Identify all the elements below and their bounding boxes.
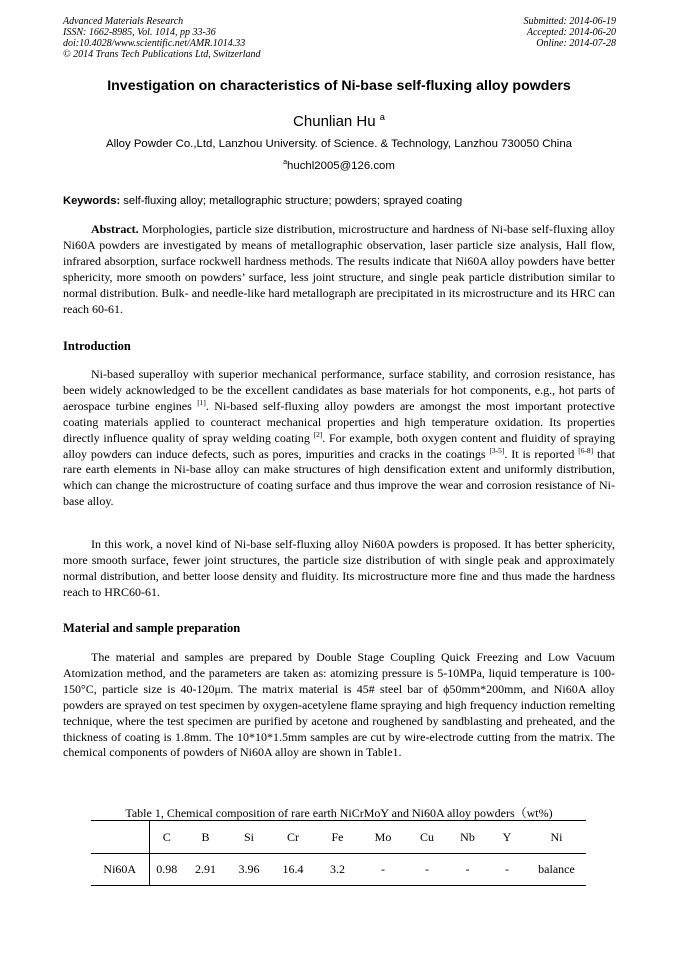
citation-3-5: [3-5] xyxy=(489,445,505,455)
table-cell: - xyxy=(505,862,509,876)
intro-text-b: . Ni-based self-fluxing alloy powders are amongst the most important protective coating materials applied to counteract mechanical properties and high temperature oxidation. Its properties directly influence quality of spray welding coating xyxy=(63,398,615,445)
intro-text-d: . It is reported xyxy=(504,446,579,461)
table-header-row xyxy=(91,821,586,854)
table-header-cell: Si xyxy=(243,829,254,844)
table-header-cell: Mo xyxy=(374,829,392,844)
citation-1: [1] xyxy=(197,397,206,407)
chemical-composition-table xyxy=(91,820,586,886)
submitted-date: Submitted: 2014-06-19 xyxy=(523,16,616,27)
intro-text-c: . For example, both oxygen content and fluidity of spraying alloy powders can induce defects, such as pores, impurities and cracks in the coatings xyxy=(63,430,615,461)
table-header-cell: Cr xyxy=(287,829,299,844)
table-header-cell: C xyxy=(162,829,171,844)
copyright-line: © 2014 Trans Tech Publications Ltd, Switzerland xyxy=(63,49,261,60)
email-line xyxy=(0,160,678,172)
table-cell: - xyxy=(381,862,385,876)
table-cell: 16.4 xyxy=(282,862,304,876)
author-line xyxy=(0,113,678,130)
abstract-label: Abstract. xyxy=(91,222,139,236)
table-cell: 2.91 xyxy=(195,862,216,876)
table-cell: Ni60A xyxy=(91,854,149,886)
material-paragraph: The material and samples are prepared by Double Stage Coupling Quick Freezing and Low Vacuum Atomization method, and the parameters are taken as: atomizing pressure is 5-10MPa, liquid temperature is 100-150°C, particle size is 40-120μm. The matrix material is 45# steel bar of ϕ50mm*200mm, and Ni60A alloy powders are sprayed on test specimen by oxygen-acetylene flame spraying and high frequency induction remelting technique, where the test specimen are purified by acetone and roughened by sandblasting and preheated, and the thickness of coating is 1.8mm. The 10*10*1.5mm samples are cut by wire-electrode cutting from the matrix. The chemical components of powders of Ni60A alloy are shown in Table1. xyxy=(63,650,615,760)
table-header-cell: B xyxy=(201,829,210,844)
intro-text-e: that rare earth elements in Ni-base alloy can make structures of high densification extent and uniformly distribution, which can change the microstructure of coating surface and thus improve the wear and corrosion resistance of Ni-base alloy. xyxy=(63,446,616,509)
email-superscript: a xyxy=(283,159,288,167)
table-cell: 0.98 xyxy=(156,862,178,876)
author-email: huchl2005@126.com xyxy=(287,160,395,172)
citation-6-8: [6-8] xyxy=(578,445,594,455)
accepted-date: Accepted: 2014-06-20 xyxy=(526,27,616,38)
table-row xyxy=(91,854,586,886)
table-header-cell: Cu xyxy=(419,829,434,844)
material-heading: Material and sample preparation xyxy=(63,621,241,635)
citation-2: [2] xyxy=(313,429,323,439)
intro-text-a: Ni-based superalloy with superior mechanical performance, surface stability, and corrosion resistance, has been widely acknowledged to be the excellent candidates as base materials for hot components, e.g., hot parts of aerospace turbine engines xyxy=(63,367,615,413)
doi-line: doi:10.4028/www.scientific.net/AMR.1014.33 xyxy=(63,38,246,49)
keywords-text: self-fluxing alloy; metallographic structure; powders; sprayed coating xyxy=(120,195,463,207)
author-superscript: a xyxy=(379,112,385,122)
journal-header-right xyxy=(524,16,617,49)
table-cell: 3.2 xyxy=(330,862,345,876)
paper-title: Investigation on characteristics of Ni-base self-fluxing alloy powders xyxy=(107,78,571,94)
introduction-heading: Introduction xyxy=(63,339,131,353)
abstract-text: Morphologies, particle size distribution, microstructure and hardness of Ni-base self-fluxing alloy Ni60A powders are investigated by means of metallographic observation, laser particle size analysis, Hall flow, infrared absorption, surface rockwell hardness methods. The results indicate that Ni60A alloy powders have better sphericity, more smooth on powders’ surface, less joint structure, and single peak particle distribution similar to normal distribution. Bulk- and needle-like hard metallograph are precipitated in its microstructure and its HRC can reach 60-61. xyxy=(63,222,615,316)
table-header-cell: Ni xyxy=(550,829,563,844)
abstract xyxy=(63,222,615,317)
keywords-line xyxy=(63,195,623,207)
table-cell: - xyxy=(425,862,429,876)
introduction-paragraph-1 xyxy=(63,367,615,510)
table-header-cell xyxy=(91,821,149,854)
table-header-cell: Nb xyxy=(460,829,475,844)
affiliation: Alloy Powder Co.,Ltd, Lanzhou University. of Science. & Technology, Lanzhou 730050 China xyxy=(105,138,573,150)
journal-name: Advanced Materials Research xyxy=(63,16,184,27)
author-name: Chunlian Hu xyxy=(293,113,376,130)
table-header-cell: Fe xyxy=(331,829,344,844)
online-date: Online: 2014-07-28 xyxy=(536,38,616,49)
issn-line: ISSN: 1662-8985, Vol. 1014, pp 33-36 xyxy=(63,27,216,38)
table-cell: - xyxy=(465,862,470,876)
journal-header-left xyxy=(63,16,261,60)
table-caption: Table 1, Chemical composition of rare earth NiCrMoY and Ni60A alloy powders（wt%) xyxy=(125,806,553,820)
keywords-label: Keywords: xyxy=(63,195,121,207)
table-cell: balance xyxy=(538,862,575,876)
table-header-cell: Y xyxy=(502,829,512,844)
table-cell: 3.96 xyxy=(238,862,260,876)
introduction-paragraph-2: In this work, a novel kind of Ni-base self-fluxing alloy Ni60A powders is proposed. It has better sphericity, more smooth surface, fewer joint structures, the particle size distribution of with single peak and approximately normal distribution, and better loose density and fluidity. Its microstructure more fine and thus made the hardness reach to HRC60-61. xyxy=(63,537,615,599)
